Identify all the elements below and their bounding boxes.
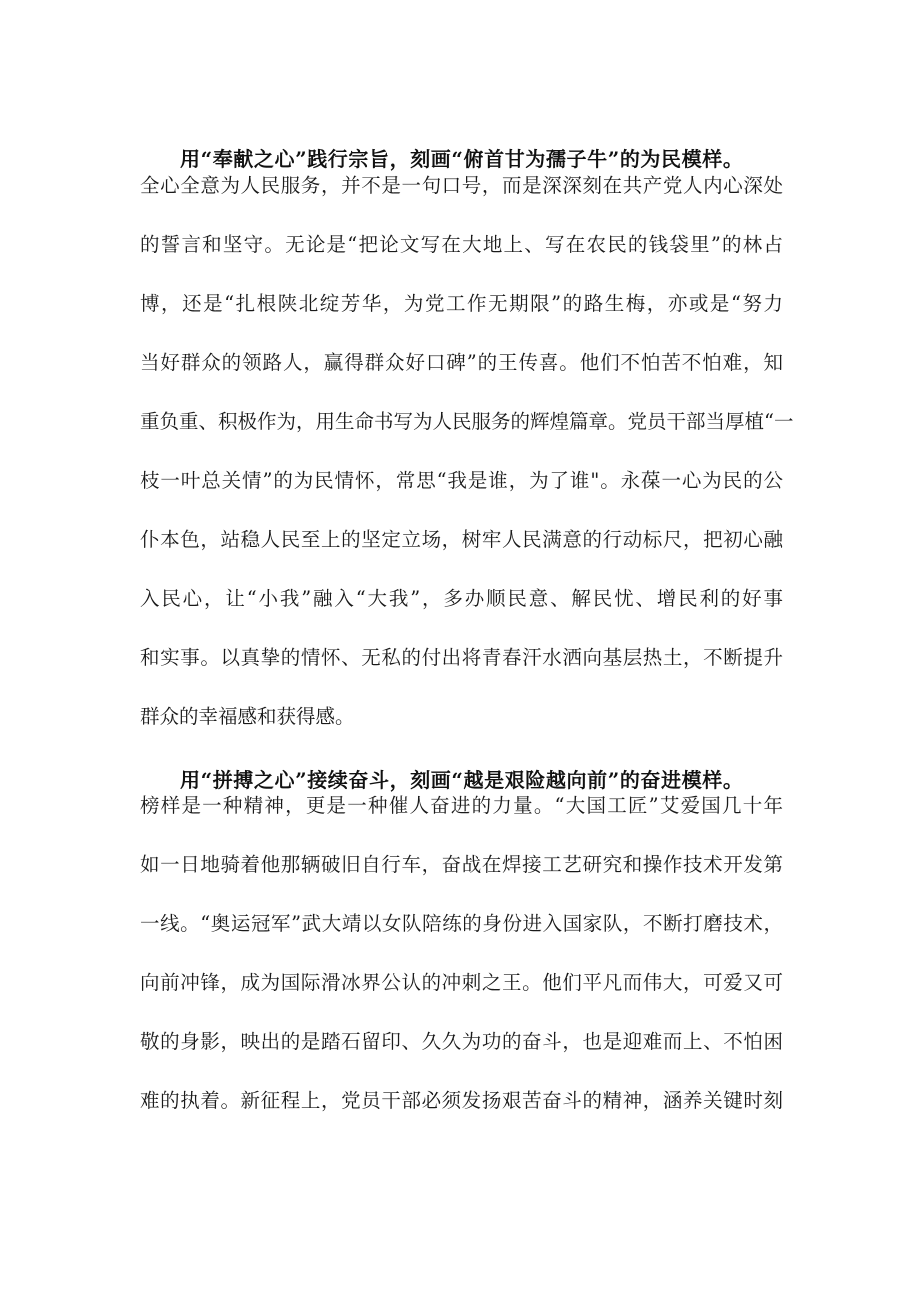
section-1-line: 博，还是“扎根陕北绽芳华，为党工作无期限”的路生梅，亦或是“努力 bbox=[140, 292, 783, 315]
section-1-line: 入民心，让“小我”融入“大我”，多办顺民意、解民忧、增民利的好事 bbox=[140, 587, 783, 610]
section-1-line: 重负重、积极作为，用生命书写为人民服务的辉煌篇章。党员干部当厚植“一 bbox=[140, 410, 794, 433]
section-1-line: 仆本色，站稳人民至上的坚定立场，树牢人民满意的行动标尺，把初心融 bbox=[140, 528, 783, 551]
section-2-line: 一线。“奥运冠军”武大靖以女队陪练的身份进入国家队，不断打磨技术， bbox=[140, 912, 783, 935]
section-1-line: 全心全意为人民服务，并不是一句口号，而是深深刻在共产党人内心深处 bbox=[140, 174, 783, 197]
section-1-line: 群众的幸福感和获得感。 bbox=[140, 705, 355, 728]
section-1-line: 当好群众的领路人，赢得群众好口碑”的王传喜。他们不怕苦不怕难，知 bbox=[140, 351, 783, 374]
section-2-line: 榜样是一种精神，更是一种催人奋进的力量。“大国工匠”艾爱国几十年 bbox=[140, 794, 783, 817]
section-2-line: 向前冲锋，成为国际滑冰界公认的冲刺之王。他们平凡而伟大，可爱又可 bbox=[140, 971, 783, 994]
section-1-line: 枝一叶总关情”的为民情怀，常思“我是谁，为了谁"。永葆一心为民的公 bbox=[140, 469, 783, 492]
section-1-heading: 用“奉献之心”践行宗旨，刻画“俯首甘为孺子牛”的为民模样。 bbox=[180, 147, 744, 171]
section-2-line: 难的执着。新征程上，党员干部必须发扬艰苦奋斗的精神，涵养关键时刻 bbox=[140, 1089, 783, 1112]
section-2-line: 如一日地骑着他那辆破旧自行车，奋战在焊接工艺研究和操作技术开发第 bbox=[140, 853, 783, 876]
section-2-line: 敬的身影，映出的是踏石留印、久久为功的奋斗，也是迎难而上、不怕困 bbox=[140, 1030, 783, 1053]
section-2-heading: 用“拼搏之心”接续奋斗，刻画“越是艰险越向前”的奋进模样。 bbox=[180, 768, 744, 792]
section-1-line: 的誓言和坚守。无论是“把论文写在大地上、写在农民的钱袋里”的林占 bbox=[140, 233, 783, 256]
section-1-line: 和实事。以真挚的情怀、无私的付出将青春汗水洒向基层热土，不断提升 bbox=[140, 646, 783, 669]
